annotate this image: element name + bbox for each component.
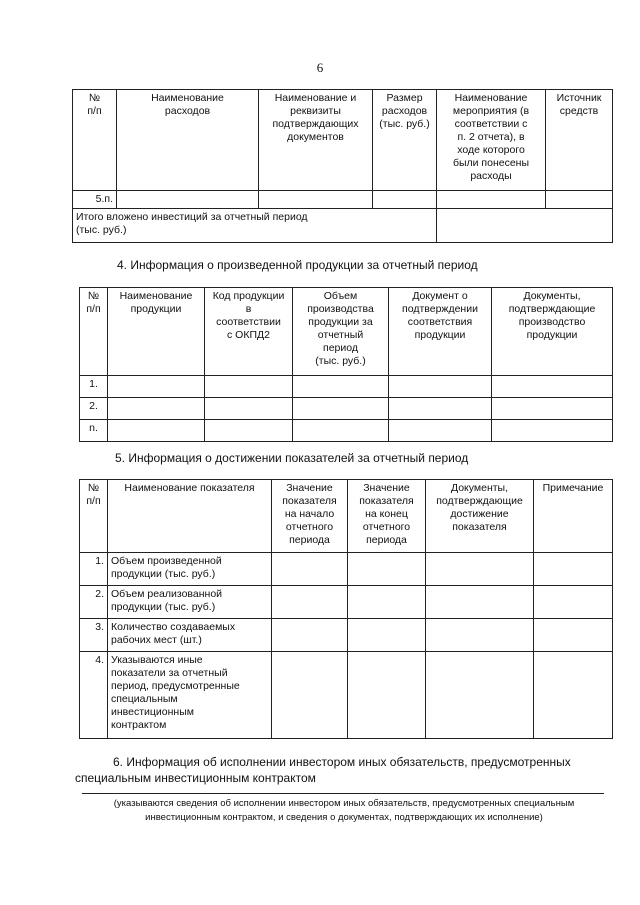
cell — [272, 619, 348, 652]
cell — [426, 586, 534, 619]
expenses-table — [72, 89, 613, 243]
cell — [272, 553, 348, 586]
table-row — [80, 420, 613, 442]
row-number: 1. — [80, 553, 108, 586]
cell — [205, 376, 293, 398]
cell — [534, 586, 613, 619]
cell — [108, 398, 205, 420]
indicator-name: Объем реализованной продукции (тыс. руб.) — [108, 586, 272, 619]
header-documents: Наименование и реквизиты подтверждающих документов — [259, 90, 373, 191]
row-number: n. — [80, 420, 108, 442]
cell — [348, 586, 426, 619]
indicator-name: Количество создаваемых рабочих мест (шт.) — [108, 619, 272, 652]
page-number: 6 — [316, 60, 324, 75]
products-table — [79, 287, 613, 442]
cell — [117, 191, 259, 209]
cell — [348, 553, 426, 586]
cell — [534, 652, 613, 739]
cell — [426, 652, 534, 739]
header-confirming-docs: Документы, подтверждающие достижение показателя — [426, 480, 534, 553]
footnote — [70, 797, 618, 825]
header-note: Примечание — [534, 480, 613, 553]
cell — [272, 652, 348, 739]
table-row — [80, 553, 613, 586]
table-row — [80, 376, 613, 398]
row-number: 5.п. — [73, 191, 117, 209]
expenses-header-row — [73, 90, 613, 191]
row-number: 1. — [80, 376, 108, 398]
header-indicator-name: Наименование показателя — [108, 480, 272, 553]
indicator-name: Объем произведенной продукции (тыс. руб.) — [108, 553, 272, 586]
section5-heading: 5. Информация о достижении показателей за отчетный период — [115, 451, 469, 465]
cell — [348, 652, 426, 739]
section6-heading-line2: специальным инвестиционным контрактом — [75, 771, 316, 785]
indicator-name: Указываются иные показатели за отчетный период, предусмотренные специальным инвестиционным контрактом — [108, 652, 272, 739]
cell — [108, 376, 205, 398]
header-num: № п/п — [80, 480, 108, 553]
table-row — [80, 652, 613, 739]
table-row — [80, 398, 613, 420]
total-label: Итого вложено инвестиций за отчетный период (тыс. руб.) — [73, 209, 437, 243]
row-number: 3. — [80, 619, 108, 652]
cell — [492, 420, 613, 442]
header-end-value: Значение показателя на конец отчетного периода — [348, 480, 426, 553]
footnote-line2: инвестиционным контрактом, и сведения о документах, подтверждающих их исполнение) — [145, 812, 543, 823]
header-production-docs: Документы, подтверждающие производство продукции — [492, 288, 613, 376]
header-source: Источник средств — [546, 90, 613, 191]
cell — [259, 191, 373, 209]
header-conformity-doc: Документ о подтверждении соответствия продукции — [389, 288, 492, 376]
table-row — [80, 619, 613, 652]
cell — [389, 398, 492, 420]
cell — [272, 586, 348, 619]
cell — [437, 191, 546, 209]
cell — [426, 553, 534, 586]
cell — [389, 376, 492, 398]
cell — [293, 420, 389, 442]
header-activity: Наименование мероприятия (в соответствии с п. 2 отчета), в ходе которого были понесены расходы — [437, 90, 546, 191]
total-row — [73, 209, 613, 243]
row-number: 2. — [80, 586, 108, 619]
header-num: № п/п — [73, 90, 117, 191]
cell — [373, 191, 437, 209]
header-okpd-code: Код продукции в соответствии с ОКПД2 — [205, 288, 293, 376]
total-value — [437, 209, 613, 243]
cell — [492, 376, 613, 398]
cell — [293, 376, 389, 398]
products-header-row — [80, 288, 613, 376]
table-row — [80, 586, 613, 619]
indicators-table — [79, 479, 613, 739]
cell — [389, 420, 492, 442]
indicators-header-row — [80, 480, 613, 553]
footnote-line1: (указываются сведения об исполнении инвестором иных обязательств, предусмотренных специальным — [113, 798, 575, 809]
header-product-name: Наименование продукции — [108, 288, 205, 376]
section6-heading — [75, 754, 620, 786]
cell — [534, 553, 613, 586]
cell — [205, 398, 293, 420]
cell — [546, 191, 613, 209]
header-start-value: Значение показателя на начало отчетного периода — [272, 480, 348, 553]
row-number: 4. — [80, 652, 108, 739]
row-number: 2. — [80, 398, 108, 420]
cell — [108, 420, 205, 442]
section6-heading-line1: 6. Информация об исполнении инвестором иных обязательств, предусмотренных — [113, 755, 571, 769]
header-num: № п/п — [80, 288, 108, 376]
header-volume: Объем производства продукции за отчетный период (тыс. руб.) — [293, 288, 389, 376]
header-amount: Размер расходов (тыс. руб.) — [373, 90, 437, 191]
fill-in-line — [82, 793, 604, 794]
cell — [293, 398, 389, 420]
cell — [205, 420, 293, 442]
cell — [534, 619, 613, 652]
cell — [426, 619, 534, 652]
header-expense-name: Наименование расходов — [117, 90, 259, 191]
cell — [492, 398, 613, 420]
table-row — [73, 191, 613, 209]
cell — [348, 619, 426, 652]
section4-heading: 4. Информация о произведенной продукции за отчетный период — [117, 258, 478, 272]
